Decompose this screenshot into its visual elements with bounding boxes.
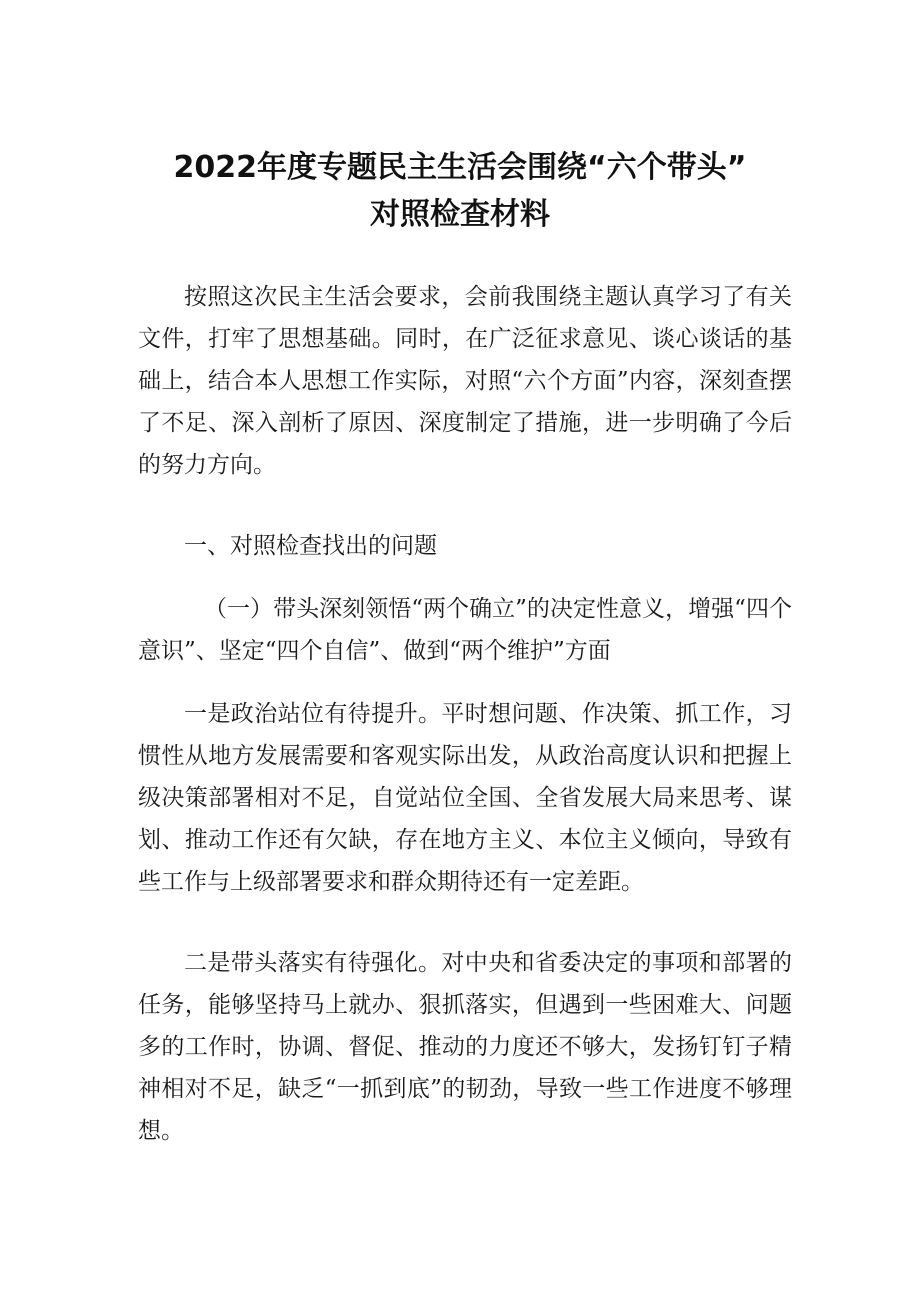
problem-point-1-paragraph: 一是政治站位有待提升。平时想问题、作决策、抓工作，习惯性从地方发展需要和客观实际出发，从政治高度认识和把握上级决策部署相对不足，自觉站位全国、全省发展大局来思考、谋划、推动工作还有欠缺，存在地方主义、本位主义倾向，导致有些工作与上级部署要求和群众期待还有一定差距。 [138,701,792,895]
section-heading-1: 一、对照检查找出的问题 [184,533,437,559]
document-title-line-1: 2022年度专题民主生活会围绕“六个带头” [173,150,747,185]
intro-paragraph: 按照这次民主生活会要求，会前我围绕主题认真学习了有关文件，打牢了思想基础。同时，在广泛征求意见、谈心谈话的基础上，结合本人思想工作实际，对照“六个方面”内容，深刻查摆了不足、深入剖析了原因、深度制定了措施，进一步明确了今后的努力方向。 [138,284,792,478]
subsection-heading-1: （一）带头深刻领悟“两个确立”的决定性意义，增强“四个意识”、坚定“四个自信”、做到“两个维护”方面 [138,596,792,664]
document-title-line-2: 对照检查材料 [370,197,550,232]
problem-point-2-paragraph: 二是带头落实有待强化。对中央和省委决定的事项和部署的任务，能够坚持马上就办、狠抓落实，但遇到一些困难大、问题多的工作时，协调、督促、推动的力度还不够大，发扬钉钉子精神相对不足，缺乏“一抓到底”的韧劲，导致一些工作进度不够理想。 [138,950,792,1144]
